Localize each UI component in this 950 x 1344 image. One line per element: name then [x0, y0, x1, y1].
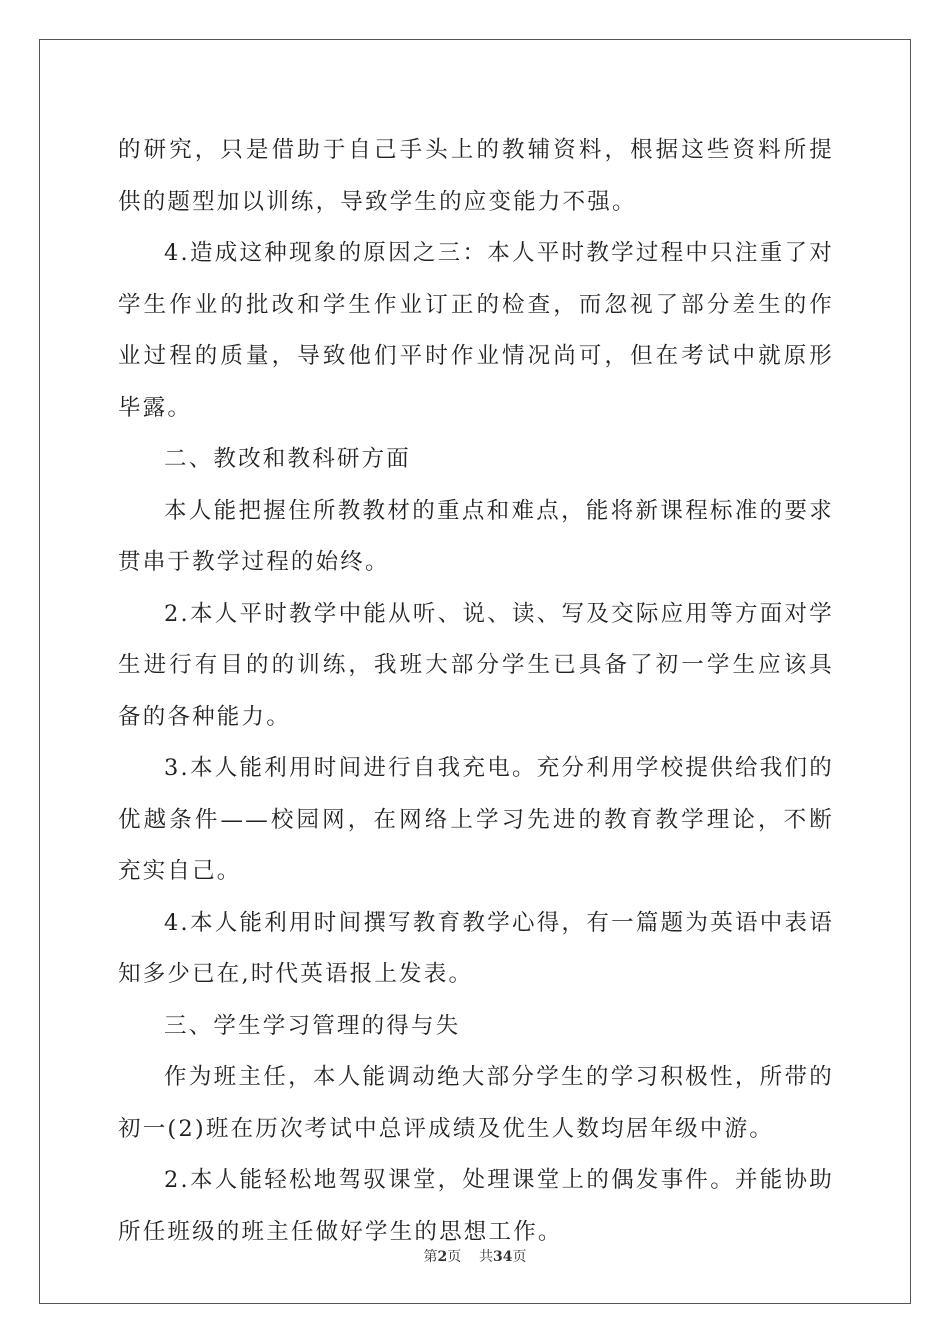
paragraph-4: 2.本人平时教学中能从听、说、读、写及交际应用等方面对学生进行有目的的训练，我班大部分学生已具备了初一学生应该具备的各种能力。	[118, 600, 834, 730]
paragraph-8: 2.本人能轻松地驾驭课堂，处理课堂上的偶发事件。并能协助所任班级的班主任做好学生的思想工作。	[118, 1167, 834, 1245]
paragraph-5: 3.本人能利用时间进行自我充电。充分利用学校提供给我们的优越条件——校园网，在网络上学习先进的教育教学理论，不断充实自己。	[118, 755, 834, 884]
paragraph-7: 作为班主任，本人能调动绝大部分学生的学习积极性，所带的初一(2)班在历次考试中总评成绩及优生人数均居年级中游。	[118, 1064, 834, 1142]
total-pages: 34	[493, 1249, 513, 1265]
page-footer	[0, 1246, 950, 1266]
section-heading-3: 三、学生学习管理的得与失	[164, 1012, 461, 1039]
paragraph-1: 的研究，只是借助于自己手头上的教辅资料，根据这些资料所提供的题型加以训练，导致学生的应变能力不强。	[118, 137, 834, 215]
page-suffix: 页	[447, 1249, 462, 1265]
section-heading-2: 二、教改和教科研方面	[164, 446, 412, 472]
paragraph-2: 4.造成这种现象的原因之三：本人平时教学过程中只注重了对学生作业的批改和学生作业订正的检查，而忽视了部分差生的作业过程的质量，导致他们平时作业情况尚可，但在考试中就原形毕露。	[118, 240, 834, 421]
page-current: 2	[437, 1249, 448, 1265]
paragraph-3: 本人能把握住所教教材的重点和难点，能将新课程标准的要求贯串于教学过程的始终。	[118, 497, 834, 575]
paragraph-6: 4.本人能利用时间撰写教育教学心得，有一篇题为英语中表语知多少已在,时代英语报上发表。	[118, 909, 834, 987]
total-prefix: 共	[479, 1249, 494, 1265]
page-prefix: 第	[423, 1249, 438, 1265]
total-suffix: 页	[512, 1249, 527, 1265]
document-body	[118, 125, 834, 1258]
